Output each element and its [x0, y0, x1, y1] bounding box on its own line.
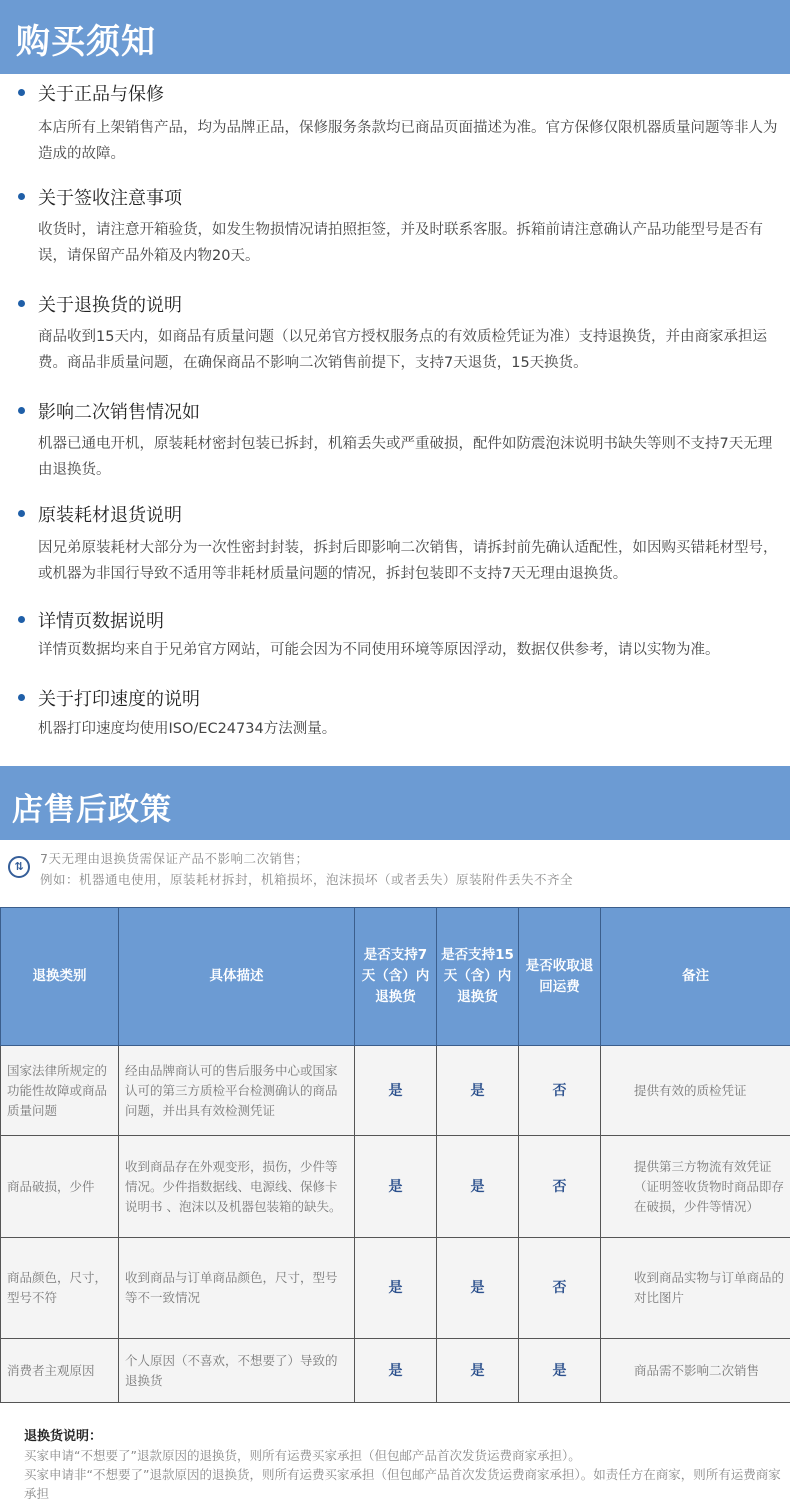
section-body: 机器已通电开机，原装耗材密封包装已拆封，机箱丢失或严重破损，配件如防震泡沫说明书缺失等则不支持7天无理由退换货。: [38, 436, 773, 478]
footnote-line-1: 买家申请“不想要了”退款原因的退换货，则所有运费买家承担（但包邮产品首次发货运费商家承担）。: [24, 1448, 581, 1463]
bullet-dot-icon: [18, 407, 25, 414]
row-description: 收到商品存在外观变形，损伤，少件等情况。少件指数据线、电源线、保修卡说明书 、泡沫以及机器包装箱的缺失。: [119, 1136, 355, 1238]
row-return-fee: 否: [519, 1238, 601, 1339]
header-7-days: 是否支持7天（含）内退换货: [355, 908, 437, 1046]
warning-line-2: 例如：机器通电使用，原装耗材拆封，机箱损坏，泡沫损坏（或者丢失）原装附件丢失不齐全: [40, 872, 574, 887]
bullet-dot-icon: [18, 89, 25, 96]
footnote-line-2: 买家申请非“不想要了”退款原因的退换货，则所有运费买家承担（但包邮产品首次发货运费商家承担）。如责任方在商家，则所有运费商家承担: [24, 1467, 781, 1501]
policy-table: [0, 907, 790, 1403]
table-row: [1, 1238, 790, 1339]
section-body: 商品收到15天内，如商品有质量问题（以兄弟官方授权服务点的有效质检凭证为准）支持退换货，并由商家承担运费。商品非质量问题，在确保商品不影响二次销售前提下，支持7天退货，15天换货。: [38, 329, 767, 371]
row-note: 提供第三方物流有效凭证（证明签收货物时商品即存在破损，少件等情况）: [601, 1136, 790, 1238]
table-row: [1, 1339, 790, 1403]
row-category: 商品颜色，尺寸，型号不符: [1, 1238, 119, 1339]
header-return-fee: 是否收取退回运费: [519, 908, 601, 1046]
exchange-circle-icon: ⇅: [8, 856, 30, 878]
section-body: 机器打印速度均使用ISO/EC24734方法测量。: [38, 721, 337, 737]
header-note: 备注: [601, 908, 790, 1046]
section-body: 本店所有上架销售产品，均为品牌正品，保修服务条款均已商品页面描述为准。官方保修仅限机器质量问题等非人为造成的故障。: [38, 120, 778, 162]
section-title: 关于正品与保修: [38, 84, 164, 105]
row-7-days: 是: [355, 1136, 437, 1238]
section-body: 因兄弟原装耗材大部分为一次性密封封装，拆封后即影响二次销售，请拆封前先确认适配性，如因购买错耗材型号，或机器为非国行导致不适用等非耗材质量问题的情况，拆封包装即不支持7天无理由退换货。: [38, 540, 778, 582]
row-15-days: 是: [437, 1238, 519, 1339]
row-15-days: 是: [437, 1339, 519, 1403]
row-15-days: 是: [437, 1136, 519, 1238]
header-description: 具体描述: [119, 908, 355, 1046]
section-title: 影响二次销售情况如: [38, 402, 200, 423]
row-7-days: 是: [355, 1339, 437, 1403]
row-return-fee: 否: [519, 1046, 601, 1136]
table-header-row: [1, 908, 790, 1046]
bullet-dot-icon: [18, 510, 25, 517]
row-description: 收到商品与订单商品颜色，尺寸，型号等不一致情况: [119, 1238, 355, 1339]
section-title: 原装耗材退货说明: [38, 505, 182, 526]
row-return-fee: 否: [519, 1136, 601, 1238]
row-7-days: 是: [355, 1046, 437, 1136]
row-category: 国家法律所规定的功能性故障或商品质量问题: [1, 1046, 119, 1136]
row-note: 提供有效的质检凭证: [601, 1046, 790, 1136]
return-footnote: [24, 1427, 784, 1503]
notice-title: 购买须知: [16, 22, 156, 62]
policy-title: 店售后政策: [12, 792, 172, 828]
row-7-days: 是: [355, 1238, 437, 1339]
bullet-dot-icon: [18, 193, 25, 200]
bullet-dot-icon: [18, 694, 25, 701]
table-row: [1, 1046, 790, 1136]
row-category: 商品破损，少件: [1, 1136, 119, 1238]
table-row: [1, 1136, 790, 1238]
section-body: 收货时，请注意开箱验货，如发生物损情况请拍照拒签，并及时联系客服。拆箱前请注意确认产品功能型号是否有误，请保留产品外箱及内物20天。: [38, 222, 763, 264]
bullet-dot-icon: [18, 300, 25, 307]
section-title: 关于打印速度的说明: [38, 689, 200, 710]
section-title: 关于退换货的说明: [38, 295, 182, 316]
section-title: 关于签收注意事项: [38, 188, 182, 209]
bullet-dot-icon: [18, 616, 25, 623]
row-15-days: 是: [437, 1046, 519, 1136]
header-category: 退换类别: [1, 908, 119, 1046]
policy-banner: [0, 766, 790, 840]
row-description: 个人原因（不喜欢，不想要了）导致的退换货: [119, 1339, 355, 1403]
notice-banner: [0, 0, 790, 74]
row-note: 商品需不影响二次销售: [601, 1339, 790, 1403]
footnote-title: 退换货说明：: [24, 1429, 103, 1444]
section-body: 详情页数据均来自于兄弟官方网站，可能会因为不同使用环境等原因浮动，数据仅供参考，请以实物为准。: [38, 642, 720, 658]
section-title: 详情页数据说明: [38, 611, 164, 632]
warning-line-1: 7天无理由退换货需保证产品不影响二次销售；: [40, 851, 309, 866]
row-return-fee: 是: [519, 1339, 601, 1403]
row-note: 收到商品实物与订单商品的对比图片: [601, 1238, 790, 1339]
header-15-days: 是否支持15天（含）内退换货: [437, 908, 519, 1046]
row-description: 经由品牌商认可的售后服务中心或国家认可的第三方质检平台检测确认的商品问题，并出具有效检测凭证: [119, 1046, 355, 1136]
policy-warning: [0, 840, 790, 908]
row-category: 消费者主观原因: [1, 1339, 119, 1403]
